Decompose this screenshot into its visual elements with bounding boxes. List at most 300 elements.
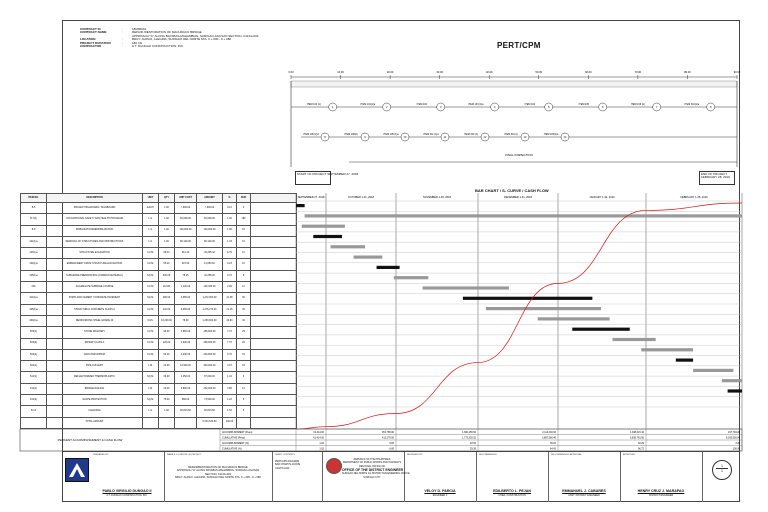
- table-cell: 540.00: [159, 270, 175, 281]
- sheet-number-badge: [712, 460, 732, 480]
- table-cell: REFLECTORIZED THERMOPLASTIC: [47, 372, 143, 383]
- table-cell: REINFORCING STEEL GRADE 40: [47, 315, 143, 326]
- gantt-bar: [693, 369, 733, 372]
- table-cell: 45,265.42: [197, 248, 223, 259]
- network-activity-label: ITEM 104: [524, 103, 535, 106]
- table-cell: 5: [237, 406, 251, 417]
- prepared-by-cell: [90, 452, 165, 502]
- table-header-row: [21, 194, 297, 203]
- table-cell: BRIDGE RAILING: [47, 383, 143, 394]
- table-cell-blank: [251, 304, 297, 315]
- table-cell: 92,813.82: [197, 406, 223, 417]
- summary-value: 29.39: [470, 447, 476, 451]
- table-row: [21, 259, 297, 270]
- table-cell: 232,000.00: [197, 383, 223, 394]
- project-header: [80, 28, 258, 48]
- table-cell: SQ.M.: [143, 395, 159, 406]
- header-key: PROJECT DURATION: [80, 40, 111, 45]
- table-cell: 54.00: [159, 349, 175, 360]
- table-cell: 60,000.00: [197, 214, 223, 225]
- header-key: LOCATION: [80, 37, 96, 42]
- table-cell: 60,000.00: [175, 214, 197, 225]
- time-axis-ticks: [288, 70, 740, 79]
- table-cell-blank: [251, 383, 297, 394]
- gantt-bar: [463, 297, 592, 300]
- gantt-title: BAR CHART / S- CURVE / CASH FLOW: [475, 188, 549, 193]
- table-cell: 7,900.00: [175, 203, 197, 214]
- agency-line: SURIGAO CITY: [363, 475, 381, 479]
- header-row: PROJECT DURATION : 180 CD: [80, 40, 143, 45]
- project-line: REPAIR/RESTORATION OF MACURACO BRIDGE: [188, 466, 248, 469]
- total-cell: [175, 417, 197, 428]
- network-node-label: 9: [364, 136, 366, 139]
- table-cell: 92,813.82: [175, 406, 197, 417]
- table-cell: 78.00: [175, 315, 197, 326]
- table-cell: SLOPE PROTECTION: [47, 395, 143, 406]
- gantt-chart: [296, 193, 742, 429]
- table-cell: 480.00: [159, 293, 175, 304]
- signatory-name: EDILBERTO L. PEJAN: [493, 489, 531, 493]
- table-cell: AGGREGATE SUBBASE COURSE: [47, 282, 143, 293]
- table-cell-blank: [251, 395, 297, 406]
- table-cell: 3: [237, 203, 251, 214]
- gantt-bar: [313, 235, 342, 238]
- table-cell: 120.00: [159, 338, 175, 349]
- table-cell: 1.00: [223, 214, 237, 225]
- signatory-caption: RECOMMENDED:: [479, 454, 498, 456]
- axis-tick-label: 0.00: [288, 71, 294, 74]
- total-cell: [143, 417, 159, 428]
- table-row: [21, 225, 297, 236]
- header-value: BRGY. ALIPAO, ALEGRIA, SURIGAO DEL NORTE STA. 0 + 000 - 0 + 080: [132, 37, 232, 42]
- table-cell: 4.97: [223, 361, 237, 372]
- start-of-project-callout: START OF PROJECT SEPTEMBER 27, 2018: [295, 171, 331, 185]
- table-row: [21, 327, 297, 338]
- total-cell: 100.00: [223, 417, 237, 428]
- table-cell: 180: [237, 214, 251, 225]
- table-cell: 8: [237, 270, 251, 281]
- table-cell: MOBILIZATION/DEMOBILIZATION: [47, 225, 143, 236]
- table-cell: 0.75: [223, 248, 237, 259]
- table-cell: EMBANKMENT FROM STRUCTURE EXCAVATION: [47, 259, 143, 270]
- table-cell: L.S.: [143, 236, 159, 247]
- network-activity-label: ITEM 103 (1)a: [468, 103, 484, 106]
- agency-line: DEPARTMENT OF PUBLIC WORKS AND HIGHWAYS: [342, 461, 402, 465]
- project-line: BRGY. ALIPAO, ALEGRIA, SURIGAO DEL NORTE STA. 0 + 000 - 0 + 080: [175, 476, 261, 480]
- table-cell: L.M.: [143, 383, 159, 394]
- gantt-month-label: NOVEMBER 1-30, 2018: [423, 196, 451, 199]
- network-node-label: 4: [493, 106, 496, 109]
- header-row: LOCATION : BRGY. ALIPAO, ALEGRIA, SURIGAO DEL NORTE STA. 0 + 000 - 0 + 080: [80, 37, 232, 42]
- duration-band: [291, 81, 737, 87]
- table-cell-blank: [251, 349, 297, 360]
- table-cell: 73,500.00: [197, 395, 223, 406]
- table-cell: 2.09: [223, 282, 237, 293]
- table-row: [21, 248, 297, 259]
- table-cell: 80,140.00: [197, 236, 223, 247]
- agency-cell: [322, 452, 410, 502]
- table-cell: OCCUPATIONAL SAFETY AND HEALTH PROGRAM: [47, 214, 143, 225]
- signatory-name: VELOY D. PARCIA: [424, 489, 456, 493]
- table-cell: B.5: [21, 203, 47, 214]
- table-cell: L.S.: [143, 406, 159, 417]
- network-node-label: 13: [523, 136, 527, 139]
- summary-value: 3,887,566.46: [542, 436, 556, 440]
- project-caption: NAME & LOCATION OF PROJECT: [167, 454, 202, 456]
- table-cell-blank: [251, 372, 297, 383]
- table-cell: 612(2): [21, 395, 47, 406]
- table-cell: 40.00: [159, 383, 175, 394]
- network-activity-label: ITEM 106 (2): [630, 103, 645, 106]
- table-cell-blank: [251, 259, 297, 270]
- table-cell: 3.85: [223, 383, 237, 394]
- table-cell: 8,950.00: [175, 304, 197, 315]
- summary-value: 6.85: [389, 447, 394, 451]
- header-value: REPAIR /RESTORATION OF MACURACO BRIDGE: [132, 30, 202, 35]
- table-cell: 1.33: [223, 236, 237, 247]
- table-cell: 0.23: [223, 259, 237, 270]
- table-cell: STRUCTURE EXCAVATION: [47, 248, 143, 259]
- table-cell: KGS.: [143, 315, 159, 326]
- table-cell: 506(1): [21, 327, 47, 338]
- summary-value: 197,749.28: [728, 431, 740, 434]
- signatory-role: ENGINEER II: [432, 494, 448, 497]
- network-node-label: 10: [403, 136, 407, 139]
- axis-tick-label: 10.00: [337, 71, 344, 74]
- gantt-bar: [486, 307, 601, 310]
- header-key: CONTRACTOR: [80, 44, 102, 49]
- network-activity-label: ITEM 101(1)a: [360, 103, 376, 106]
- network-activity-label: ITEM 105 (2)d: [303, 133, 319, 136]
- table-cell: 404(1)a: [21, 315, 47, 326]
- table-cell: 142.60: [159, 304, 175, 315]
- table-cell: 21.08: [223, 293, 237, 304]
- total-cell: 6,033,530.84: [197, 417, 223, 428]
- table-cell: 215.50: [175, 259, 197, 270]
- axis-tick-label: 60.00: [585, 71, 592, 74]
- table-cell-blank: [251, 282, 297, 293]
- table-cell: REMOVAL OF STRUCTURES AND OBSTRUCTIONS: [47, 236, 143, 247]
- table-total-row: [21, 417, 297, 428]
- table-cell: CU.M.: [143, 338, 159, 349]
- table-cell: 405(1)a: [21, 304, 47, 315]
- col-header: %: [223, 194, 237, 203]
- network-node-label: 6: [601, 106, 604, 109]
- gantt-bar: [572, 328, 630, 331]
- col-header: AMOUNT: [197, 194, 223, 203]
- table-cell: 45: [237, 304, 251, 315]
- table-cell: 1.54: [223, 406, 237, 417]
- header-key: CONTRACT NAME: [80, 30, 107, 35]
- table-cell: 112.80: [159, 282, 175, 293]
- signatory-caption: REVIEWED BY:: [407, 454, 423, 456]
- table-cell: CLEANING: [47, 406, 143, 417]
- sheet-contents-cell: [272, 452, 323, 502]
- agency-line: REGIONAL OFFICE XIII: [359, 464, 385, 468]
- table-cell: STONE MASONRY: [47, 327, 143, 338]
- table-cell: 7,900.00: [197, 203, 223, 214]
- project-line: APPROACH "A" ALONG BAYABAS-MAHAMBOG, SURIGAO-AGUSAN: [176, 469, 260, 473]
- summary-value: 5,835,781.56: [630, 436, 644, 440]
- sheet-contents-line: PERT/CPM DIAGRAM: [275, 460, 300, 463]
- table-cell: 103(1)a: [21, 248, 47, 259]
- summary-value: 61,414.00: [313, 431, 324, 434]
- gantt-bar: [676, 359, 693, 362]
- axis-tick-label: 90.00: [733, 71, 741, 74]
- table-cell-blank: [251, 338, 297, 349]
- table-cell: EACH: [143, 203, 159, 214]
- pert-network-diagram: [289, 67, 741, 177]
- gantt-grid-lines: [296, 193, 742, 429]
- summary-value: 64.43: [550, 447, 556, 451]
- table-cell: 105(1)a: [21, 270, 47, 281]
- table-cell: 7.72: [223, 327, 237, 338]
- table-cell: STRUCTURAL CONCRETE CLASS A: [47, 304, 143, 315]
- summary-value: 1.02: [319, 447, 324, 451]
- end-of-project-callout: END OF PROJECT FEBRUARY 28, 2019: [699, 171, 735, 185]
- pert-title: PERT/CPM: [497, 41, 541, 50]
- table-cell: 20: [237, 338, 251, 349]
- summary-value: 6,033,530.84: [726, 436, 740, 440]
- table-cell: 3.76: [223, 349, 237, 360]
- network-activity-label: ITEM 310 (1): [464, 133, 478, 136]
- agency-line: SURIGAO DEL NORTE 1st DISTRICT ENGINEERING OFFICE: [342, 472, 410, 476]
- signatory-name: HENRY CRUZ J. MARAPAO: [637, 489, 685, 493]
- table-cell: 104(1)a: [21, 259, 47, 270]
- gantt-month-label: OCTOBER 1-31, 2018: [348, 196, 374, 199]
- final-inspection-label: FINAL INSPECTION: [505, 153, 533, 157]
- table-cell: 25: [237, 327, 251, 338]
- network-activity-label: ITEM 405(1)a: [543, 133, 559, 136]
- header-value: 18M00091: [132, 27, 147, 31]
- network-node-label: 14: [563, 136, 567, 139]
- total-cell: [237, 417, 251, 428]
- table-cell: 100,000.00: [197, 225, 223, 236]
- prepared-by-role: A.T. DUNGAO CONSTRUCTION, INC.: [106, 494, 148, 497]
- header-value: 180 CD: [132, 40, 143, 45]
- table-cell: 12: [237, 282, 251, 293]
- agency-line: REPUBLIC OF THE PHILIPPINES: [353, 458, 391, 461]
- table-cell: SQ.M.: [143, 270, 159, 281]
- header-value: A.T. DUNGAO CONSTRUCTION, INC.: [132, 44, 184, 49]
- header-value: APPROACH "A" ALONG BAYABAS-MAHAMBOG, SURIGAO-AGUSAN SECTION, K1144+002: [132, 33, 259, 38]
- table-row: [21, 270, 297, 281]
- gantt-bar: [728, 389, 742, 392]
- table-cell: 1.00: [159, 225, 175, 236]
- signatory-cell: [620, 452, 703, 502]
- table-cell: 75.00: [159, 395, 175, 406]
- table-cell: 4,850.00: [175, 327, 197, 338]
- table-cell: 2,650.00: [175, 293, 197, 304]
- table-cell: 300,000.00: [197, 361, 223, 372]
- table-cell: 12: [237, 248, 251, 259]
- axis-tick-label: 30.00: [436, 71, 443, 74]
- table-cell: 1.00: [159, 214, 175, 225]
- table-row: [21, 304, 297, 315]
- summary-value: 96.72: [638, 447, 644, 451]
- table-cell: 60.00: [159, 372, 175, 383]
- network-node-label: 8: [324, 136, 326, 139]
- table-cell: 24.00: [159, 361, 175, 372]
- summary-value: 413,179.00: [382, 436, 394, 440]
- signatory-cell: [476, 452, 549, 502]
- table-cell: 10: [237, 259, 251, 270]
- gantt-bar: [641, 348, 693, 351]
- summary-value: 22.54: [470, 442, 476, 445]
- table-cell: 1.66: [223, 225, 237, 236]
- s-curve-line: [296, 203, 742, 429]
- table-cell: L.S.: [143, 214, 159, 225]
- table-cell: 20.94: [223, 315, 237, 326]
- table-cell: B.7(2): [21, 214, 47, 225]
- header-row: CONTRACT NAME : REPAIR /RESTORATION OF MACURACO BRIDGE: [80, 30, 202, 35]
- col-header: QTY: [159, 194, 175, 203]
- table-cell: 10: [237, 236, 251, 247]
- table-cell: 40: [237, 315, 251, 326]
- col-header: ITEM NO.: [21, 194, 47, 203]
- network-node-label: 2: [385, 106, 388, 109]
- total-cell: [159, 417, 175, 428]
- table-cell-blank: [251, 293, 297, 304]
- table-cell: 1,263,600.00: [197, 315, 223, 326]
- table-cell: L.S.: [143, 225, 159, 236]
- activity-table: [20, 193, 297, 429]
- gantt-bar: [302, 225, 345, 228]
- summary-value: 1,773,335.52: [462, 436, 476, 440]
- project-name-cell: [164, 452, 273, 502]
- prepared-by-caption: PREPARED BY:: [93, 454, 109, 456]
- table-cell: 612(1): [21, 372, 47, 383]
- table-cell: PIPE CULVERT: [47, 361, 143, 372]
- signatory-cell: [548, 452, 621, 502]
- network-activity-label: ITEM 108(2): [344, 133, 358, 136]
- signatory-caption: APPROVED:: [623, 454, 636, 456]
- table-cell: PROJECT BILLBOARD / SIGNBOARD: [47, 203, 143, 214]
- table-cell: 1.44: [223, 372, 237, 383]
- table-cell: 21.15: [223, 304, 237, 315]
- axis-tick-label: 70.00: [634, 71, 642, 74]
- table-cell: 468,000.00: [197, 338, 223, 349]
- col-header: DESCRIPTION: [47, 194, 143, 203]
- table-row: [21, 383, 297, 394]
- col-header-blank: [251, 194, 297, 203]
- table-cell: PORTLAND CEMENT CONCRETE PAVEMENT: [47, 293, 143, 304]
- table-row: [21, 349, 297, 360]
- title-block: [62, 451, 740, 502]
- table-cell: 18: [237, 361, 251, 372]
- agency-office: OFFICE OF THE DISTRICT ENGINEER: [342, 468, 404, 473]
- header-row: CONTRACT ID : 18M00091: [80, 27, 147, 31]
- axis-tick-label: 40.00: [485, 71, 493, 74]
- total-cell: [251, 417, 297, 428]
- table-cell: 80,140.00: [175, 236, 197, 247]
- table-row: [21, 236, 297, 247]
- network-node-label: 12: [483, 136, 487, 139]
- table-cell: 65.20: [159, 259, 175, 270]
- table-cell: 5,800.00: [175, 383, 197, 394]
- table-cell: 14: [237, 383, 251, 394]
- table-cell: 1.00: [159, 203, 175, 214]
- table-cell: 100,000.00: [175, 225, 197, 236]
- network-activity-label: ITEM 105 (1)a: [383, 133, 399, 136]
- activity-table-body: [21, 203, 297, 429]
- gantt-bar: [394, 276, 429, 279]
- table-cell-blank: [251, 406, 297, 417]
- gantt-month-label: FEBRUARY 1-28, 2019: [680, 196, 708, 199]
- gantt-bar: [722, 379, 742, 382]
- table-cell: B.13: [21, 406, 47, 417]
- header-row: CONTRACTOR : A.T. DUNGAO CONSTRUCTION, INC.: [80, 44, 184, 49]
- table-cell: 78.25: [175, 270, 197, 281]
- prepared-by-name: PABLO VIRGILIO DUNGAO II: [102, 489, 152, 493]
- table-cell-blank: [251, 214, 297, 225]
- summary-value: 5.83: [389, 442, 394, 445]
- gantt-bars: [296, 204, 742, 393]
- table-cell: B.9: [21, 225, 47, 236]
- table-cell: CU.M.: [143, 248, 159, 259]
- table-cell: 14,050.60: [197, 259, 223, 270]
- table-cell: 506(2): [21, 349, 47, 360]
- table-cell: 505(2): [21, 338, 47, 349]
- summary-label: PERCENT ACCOMPLISHMENT & CASH FLOW: [57, 438, 123, 442]
- summary-value: 32.29: [638, 442, 644, 445]
- table-cell: 6: [237, 372, 251, 383]
- axis-tick-label: 50.00: [535, 71, 543, 74]
- summary-value: 61,414.00: [313, 436, 324, 440]
- gantt-bar: [354, 256, 383, 259]
- network-node-label: 5: [547, 106, 550, 109]
- network-activity-label: ITEM 311 (1)a: [423, 133, 439, 136]
- gantt-bar: [538, 317, 610, 320]
- summary-value: 1.02: [319, 442, 324, 445]
- project-line: SECTION, K1144+002: [204, 472, 232, 476]
- col-header: DUR: [237, 194, 251, 203]
- table-cell-blank: [251, 248, 297, 259]
- gantt-bar: [377, 266, 400, 269]
- gantt-svg: [296, 193, 742, 429]
- table-cell-blank: [251, 315, 297, 326]
- table-cell: 7.76: [223, 338, 237, 349]
- summary-value: 1,948,215.10: [630, 431, 644, 434]
- axis-tick-label: 20.00: [386, 71, 394, 74]
- table-cell: 96.00: [159, 327, 175, 338]
- table-row: [21, 282, 297, 293]
- table-cell: 126,336.00: [197, 282, 223, 293]
- gantt-month-labels: [298, 195, 709, 199]
- network-node-label: 1: [331, 106, 334, 109]
- gantt-month-label: SEPTEMBER 27, 2018: [297, 196, 325, 199]
- network-node-label: 8: [709, 106, 712, 109]
- table-cell: 0.70: [223, 270, 237, 281]
- summary-row-label: ACCOMPLISHMENT (%): [222, 442, 249, 445]
- logo-graphic-icon: [66, 459, 88, 481]
- summary-row-label: CUMULATIVE (%): [222, 447, 242, 451]
- summary-row-label: CUMULATIVE (Peso): [222, 436, 245, 440]
- signatory-role: DISTRICT ENGINEER: [648, 494, 674, 497]
- table-cell: 1,272,000.00: [197, 293, 223, 304]
- table-cell: 15: [237, 225, 251, 236]
- gantt-month-label: JANUARY 1-31, 2019: [589, 196, 615, 199]
- table-cell: 980.00: [175, 395, 197, 406]
- gantt-month-label: DECEMBER 1-31, 2018: [504, 196, 532, 199]
- signatory-caption: RECOMMENDING APPROVAL:: [551, 454, 583, 456]
- table-cell: CU.M.: [143, 259, 159, 270]
- table-cell: 500(1): [21, 361, 47, 372]
- company-logo-icon: [65, 458, 89, 482]
- table-cell: 1.00: [159, 406, 175, 417]
- table-cell: L.M.: [143, 361, 159, 372]
- sheet-total: 1: [721, 469, 723, 473]
